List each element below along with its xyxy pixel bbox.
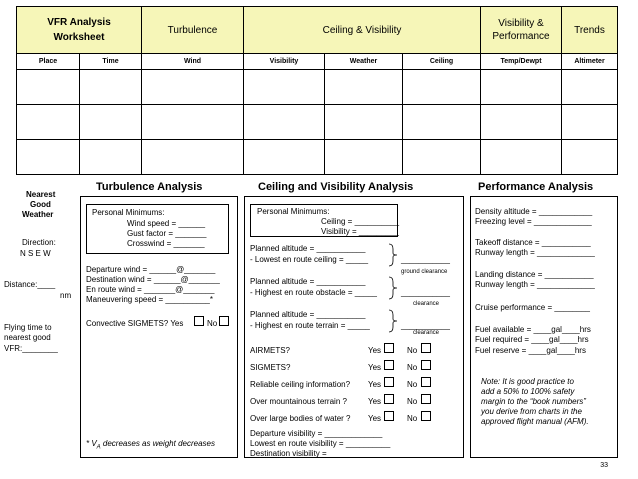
mountainous-yes-checkbox[interactable] <box>384 394 394 404</box>
note-line5: approved flight manual (AFM). <box>481 417 589 426</box>
table-cell[interactable] <box>324 104 403 140</box>
ceil-visibility-min: Visibility = _________ <box>321 227 399 236</box>
departure-visibility: Departure visibility = _____________ <box>250 429 383 438</box>
table-cell[interactable] <box>141 69 244 105</box>
water-no: No <box>407 414 418 423</box>
table-cell[interactable] <box>561 69 618 105</box>
nearest-line1: Nearest <box>26 190 56 199</box>
ceil-personal-minimums: Personal Minimums: <box>257 207 330 216</box>
sigmets-no: No <box>407 363 418 372</box>
nearest-line3: Weather <box>22 210 54 219</box>
obstacle-clearance-label: clearance <box>413 301 440 307</box>
table-cell[interactable] <box>324 139 403 175</box>
col-altimeter <box>561 53 618 70</box>
turb-gust-factor: Gust factor = _______ <box>127 229 207 238</box>
flying-time-line2: nearest good <box>4 333 51 342</box>
table-cell[interactable] <box>16 139 80 175</box>
table-cell[interactable] <box>16 104 80 140</box>
lowest-enroute-visibility: Lowest en route visibility = __________ <box>250 439 391 448</box>
reliable-yes-checkbox[interactable] <box>384 377 394 387</box>
va-footnote-rest: decreases as weight decreases <box>100 439 215 448</box>
convective-sigmets-yes-checkbox[interactable] <box>194 316 204 326</box>
col-altimeter-label: Altimeter <box>574 58 605 65</box>
worksheet-title-line2: Worksheet <box>53 32 105 43</box>
sigmets-question: SIGMETS? <box>250 363 291 372</box>
ceil-ceiling-min: Ceiling = __________ <box>321 217 400 226</box>
water-no-checkbox[interactable] <box>421 411 431 421</box>
col-temp-dewpt <box>480 53 562 70</box>
ground-clearance-line: ___________ <box>401 255 450 264</box>
table-cell[interactable] <box>141 104 244 140</box>
highest-obstacle: - Highest en route obstacle = _____ <box>250 288 377 297</box>
turbulence-analysis-box <box>80 196 238 458</box>
col-time <box>79 53 142 70</box>
mountainous-no: No <box>407 397 418 406</box>
ceiling-visibility-header <box>243 6 481 54</box>
direction-value: N S E W <box>20 249 51 258</box>
planned-altitude-3: Planned altitude = ___________ <box>250 310 366 319</box>
reliable-no: No <box>407 380 418 389</box>
convective-sigmets-no: No <box>207 319 218 328</box>
water-yes: Yes <box>368 414 382 423</box>
table-cell[interactable] <box>480 139 562 175</box>
reliable-yes: Yes <box>368 380 382 389</box>
table-cell[interactable] <box>480 104 562 140</box>
table-cell[interactable] <box>243 104 325 140</box>
water-yes-checkbox[interactable] <box>384 411 394 421</box>
visibility-performance-line2: Performance <box>492 31 550 42</box>
turb-wind-speed: Wind speed = ______ <box>127 219 206 228</box>
mountainous-question: Over mountainous terrain ? <box>250 397 347 406</box>
freezing-level: Freezing level = _____________ <box>475 217 592 226</box>
density-altitude: Density altitude = ____________ <box>475 207 593 216</box>
table-cell[interactable] <box>402 104 481 140</box>
trends-header-label: Trends <box>574 24 605 36</box>
terrain-clearance-line: ___________ <box>401 321 450 330</box>
convective-sigmets-no-checkbox[interactable] <box>219 316 229 326</box>
fuel-required: Fuel required = ____gal____hrs <box>475 335 589 344</box>
worksheet-title-line1: VFR Analysis <box>47 17 111 28</box>
va-footnote <box>86 439 215 453</box>
col-visibility <box>243 53 325 70</box>
brace-2-icon <box>388 276 398 300</box>
table-cell[interactable] <box>79 139 142 175</box>
visibility-performance-header <box>480 6 562 54</box>
va-footnote-sub: A <box>96 444 101 451</box>
sigmets-no-checkbox[interactable] <box>421 360 431 370</box>
planned-altitude-2: Planned altitude = ___________ <box>250 277 366 286</box>
visibility-performance-line1: Visibility & <box>498 18 544 29</box>
maneuvering-speed: Maneuvering speed = __________* <box>86 295 213 304</box>
runway-length-landing: Runway length = _____________ <box>475 280 595 289</box>
note-line2: add a 50% to 100% safety <box>481 387 575 396</box>
col-time-label: Time <box>102 58 119 65</box>
distance-unit: nm <box>60 291 72 300</box>
table-cell[interactable] <box>402 139 481 175</box>
col-temp-dewpt-label: Temp/Dewpt <box>500 58 542 65</box>
col-place-label: Place <box>38 58 58 65</box>
airmets-no: No <box>407 346 418 355</box>
mountainous-no-checkbox[interactable] <box>421 394 431 404</box>
planned-altitude-1: Planned altitude = ___________ <box>250 244 366 253</box>
table-cell[interactable] <box>561 139 618 175</box>
table-cell[interactable] <box>324 69 403 105</box>
landing-distance: Landing distance = ___________ <box>475 270 594 279</box>
mountainous-yes: Yes <box>368 397 382 406</box>
table-cell[interactable] <box>79 104 142 140</box>
turb-personal-minimums: Personal Minimums: <box>92 208 165 217</box>
convective-sigmets: Convective SIGMETS? Yes <box>86 319 184 328</box>
note-line4: you derive from charts in the <box>481 407 582 416</box>
turbulence-header-label: Turbulence <box>167 24 218 36</box>
ceiling-visibility-analysis-title: Ceiling and Visibility Analysis <box>258 181 414 193</box>
col-wind <box>141 53 244 70</box>
direction-label: Direction: <box>22 238 56 247</box>
fuel-reserve: Fuel reserve = ____gal____hrs <box>475 346 586 355</box>
col-visibility-label: Visibility <box>269 58 299 65</box>
performance-analysis-box <box>470 196 618 458</box>
destination-visibility: Destination visibility = ____________ <box>250 449 383 458</box>
turbulence-analysis-title: Turbulence Analysis <box>96 181 203 193</box>
note-line1: Note: It is good practice to <box>481 377 574 386</box>
cruise-performance: Cruise performance = ________ <box>475 303 590 312</box>
col-ceiling-label: Ceiling <box>429 58 454 65</box>
airmets-question: AIRMETS? <box>250 346 291 355</box>
table-cell[interactable] <box>480 69 562 105</box>
nearest-line2: Good <box>30 200 51 209</box>
table-cell[interactable] <box>243 139 325 175</box>
flying-time-line3: VFR:________ <box>4 344 58 353</box>
va-footnote-star: * V <box>86 439 97 448</box>
reliable-no-checkbox[interactable] <box>421 377 431 387</box>
ceiling-visibility-header-label: Ceiling & Visibility <box>322 24 402 36</box>
table-cell[interactable] <box>402 69 481 105</box>
worksheet-title-cell <box>16 6 142 54</box>
airmets-yes-checkbox[interactable] <box>384 343 394 353</box>
note-line3: margin to the “book numbers” <box>481 397 586 406</box>
col-weather <box>324 53 403 70</box>
table-cell[interactable] <box>561 104 618 140</box>
col-weather-label: Weather <box>349 58 378 65</box>
col-wind-label: Wind <box>183 58 202 65</box>
highest-terrain: - Highest en route terrain = _____ <box>250 321 370 330</box>
ground-clearance-label: ground clearance <box>401 269 448 275</box>
turbulence-header <box>141 6 244 54</box>
trends-header <box>561 6 618 54</box>
sigmets-yes-checkbox[interactable] <box>384 360 394 370</box>
performance-analysis-title: Performance Analysis <box>478 181 594 193</box>
enroute-wind: En route wind = _______@_______ <box>86 285 215 294</box>
takeoff-distance: Takeoff distance = ___________ <box>475 238 591 247</box>
col-ceiling <box>402 53 481 70</box>
lowest-enroute-ceiling: - Lowest en route ceiling = _____ <box>250 255 369 264</box>
vfr-analysis-table <box>16 6 618 176</box>
distance-label: Distance:____ <box>4 280 56 289</box>
page-number: 33 <box>600 462 608 469</box>
table-cell[interactable] <box>79 69 142 105</box>
obstacle-clearance-line: ___________ <box>401 288 450 297</box>
flying-time-line1: Flying time to <box>4 323 52 332</box>
airmets-no-checkbox[interactable] <box>421 343 431 353</box>
col-place <box>16 53 80 70</box>
reliable-ceiling-question: Reliable ceiling information? <box>250 380 351 389</box>
terrain-clearance-label: clearance <box>413 330 440 336</box>
water-question: Over large bodies of water ? <box>250 414 351 423</box>
brace-3-icon <box>388 309 398 333</box>
brace-1-icon <box>388 243 398 267</box>
destination-wind: Destination wind = ______@_______ <box>86 275 220 284</box>
runway-length-takeoff: Runway length = _____________ <box>475 248 595 257</box>
table-cell[interactable] <box>16 69 80 105</box>
departure-wind: Departure wind = ______@_______ <box>86 265 216 274</box>
table-cell[interactable] <box>243 69 325 105</box>
ceiling-visibility-analysis-box <box>244 196 464 458</box>
fuel-available: Fuel available = ____gal____hrs <box>475 325 591 334</box>
airmets-yes: Yes <box>368 346 382 355</box>
sigmets-yes: Yes <box>368 363 382 372</box>
table-cell[interactable] <box>141 139 244 175</box>
turb-crosswind: Crosswind = _______ <box>127 239 205 248</box>
